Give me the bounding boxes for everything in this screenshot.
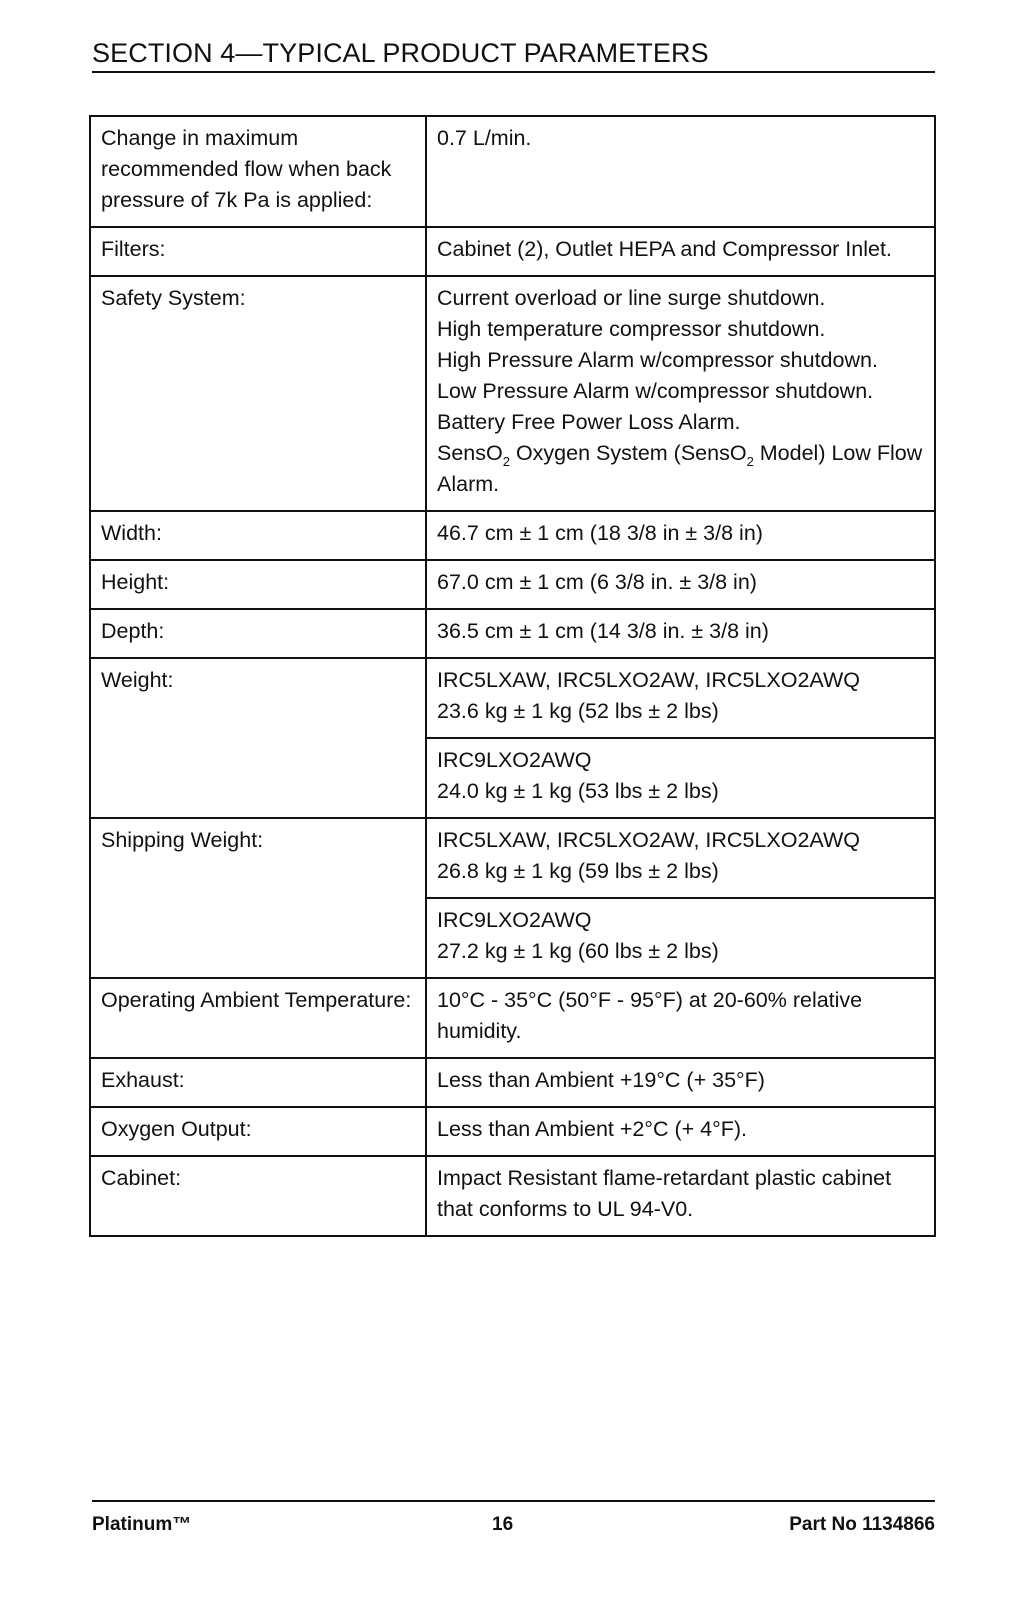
senso-text: Model) Low Flow Alarm. <box>437 441 923 496</box>
table-row <box>90 511 935 560</box>
weight-value: 27.2 kg ± 1 kg (60 lbs ± 2 lbs) <box>437 939 719 963</box>
value-line: High Pressure Alarm w/compressor shutdown. <box>437 348 878 372</box>
param-value <box>426 818 935 898</box>
value-line: Battery Free Power Loss Alarm. <box>437 410 741 434</box>
senso-text: SensO <box>437 441 503 465</box>
table-row <box>90 116 935 227</box>
value-line: Low Pressure Alarm w/compressor shutdown. <box>437 379 874 403</box>
param-label: Height: <box>90 560 426 609</box>
param-label: Shipping Weight: <box>90 818 426 978</box>
param-value: Less than Ambient +2°C (+ 4°F). <box>426 1107 935 1156</box>
param-label: Change in maximum recommended flow when back pressure of 7k Pa is applied: <box>90 116 426 227</box>
value-line: Current overload or line surge shutdown. <box>437 286 826 310</box>
page-number: 16 <box>492 1514 514 1535</box>
param-value: 46.7 cm ± 1 cm (18 3/8 in ± 3/8 in) <box>426 511 935 560</box>
param-label: Operating Ambient Temperature: <box>90 978 426 1058</box>
param-label: Depth: <box>90 609 426 658</box>
model-list: IRC5LXAW, IRC5LXO2AW, IRC5LXO2AWQ <box>437 668 860 692</box>
param-label: Width: <box>90 511 426 560</box>
part-number: Part No 1134866 <box>789 1514 935 1535</box>
parameters-table <box>89 115 936 1237</box>
param-label: Oxygen Output: <box>90 1107 426 1156</box>
weight-value: 26.8 kg ± 1 kg (59 lbs ± 2 lbs) <box>437 859 719 883</box>
param-value: 36.5 cm ± 1 cm (14 3/8 in. ± 3/8 in) <box>426 609 935 658</box>
table-row <box>90 658 935 738</box>
table-row <box>90 276 935 511</box>
section-title: SECTION 4—TYPICAL PRODUCT PARAMETERS <box>92 38 709 68</box>
page-footer <box>92 1500 935 1535</box>
param-value: 10°C - 35°C (50°F - 95°F) at 20-60% relative humidity. <box>426 978 935 1058</box>
table-row <box>90 1156 935 1236</box>
param-value: 67.0 cm ± 1 cm (6 3/8 in. ± 3/8 in) <box>426 560 935 609</box>
model-list: IRC9LXO2AWQ <box>437 908 592 932</box>
subscript: 2 <box>746 454 754 469</box>
page-header <box>92 38 935 73</box>
param-label: Cabinet: <box>90 1156 426 1236</box>
param-value <box>426 276 935 511</box>
table-row <box>90 818 935 898</box>
param-value: Impact Resistant flame-retardant plastic cabinet that conforms to UL 94-V0. <box>426 1156 935 1236</box>
param-value <box>426 658 935 738</box>
subscript: 2 <box>502 454 510 469</box>
table-row <box>90 227 935 276</box>
table-row <box>90 609 935 658</box>
table-row <box>90 1107 935 1156</box>
param-value <box>426 738 935 818</box>
param-label: Weight: <box>90 658 426 818</box>
param-value: Less than Ambient +19°C (+ 35°F) <box>426 1058 935 1107</box>
weight-value: 24.0 kg ± 1 kg (53 lbs ± 2 lbs) <box>437 779 719 803</box>
weight-value: 23.6 kg ± 1 kg (52 lbs ± 2 lbs) <box>437 699 719 723</box>
model-list: IRC5LXAW, IRC5LXO2AW, IRC5LXO2AWQ <box>437 828 860 852</box>
model-list: IRC9LXO2AWQ <box>437 748 592 772</box>
product-name: Platinum™ <box>92 1514 192 1535</box>
param-label: Exhaust: <box>90 1058 426 1107</box>
senso-text: Oxygen System (SensO <box>509 441 747 465</box>
table-row <box>90 560 935 609</box>
value-line: 0.7 L/min. <box>437 126 532 150</box>
table-row <box>90 978 935 1058</box>
table-row <box>90 1058 935 1107</box>
senso-line <box>437 438 924 500</box>
value-line: High temperature compressor shutdown. <box>437 317 826 341</box>
param-value <box>426 898 935 978</box>
param-value <box>426 116 935 227</box>
value-line: Cabinet (2), Outlet HEPA and Compressor Inlet. <box>437 237 892 261</box>
param-label: Safety System: <box>90 276 426 511</box>
param-value <box>426 227 935 276</box>
param-label: Filters: <box>90 227 426 276</box>
